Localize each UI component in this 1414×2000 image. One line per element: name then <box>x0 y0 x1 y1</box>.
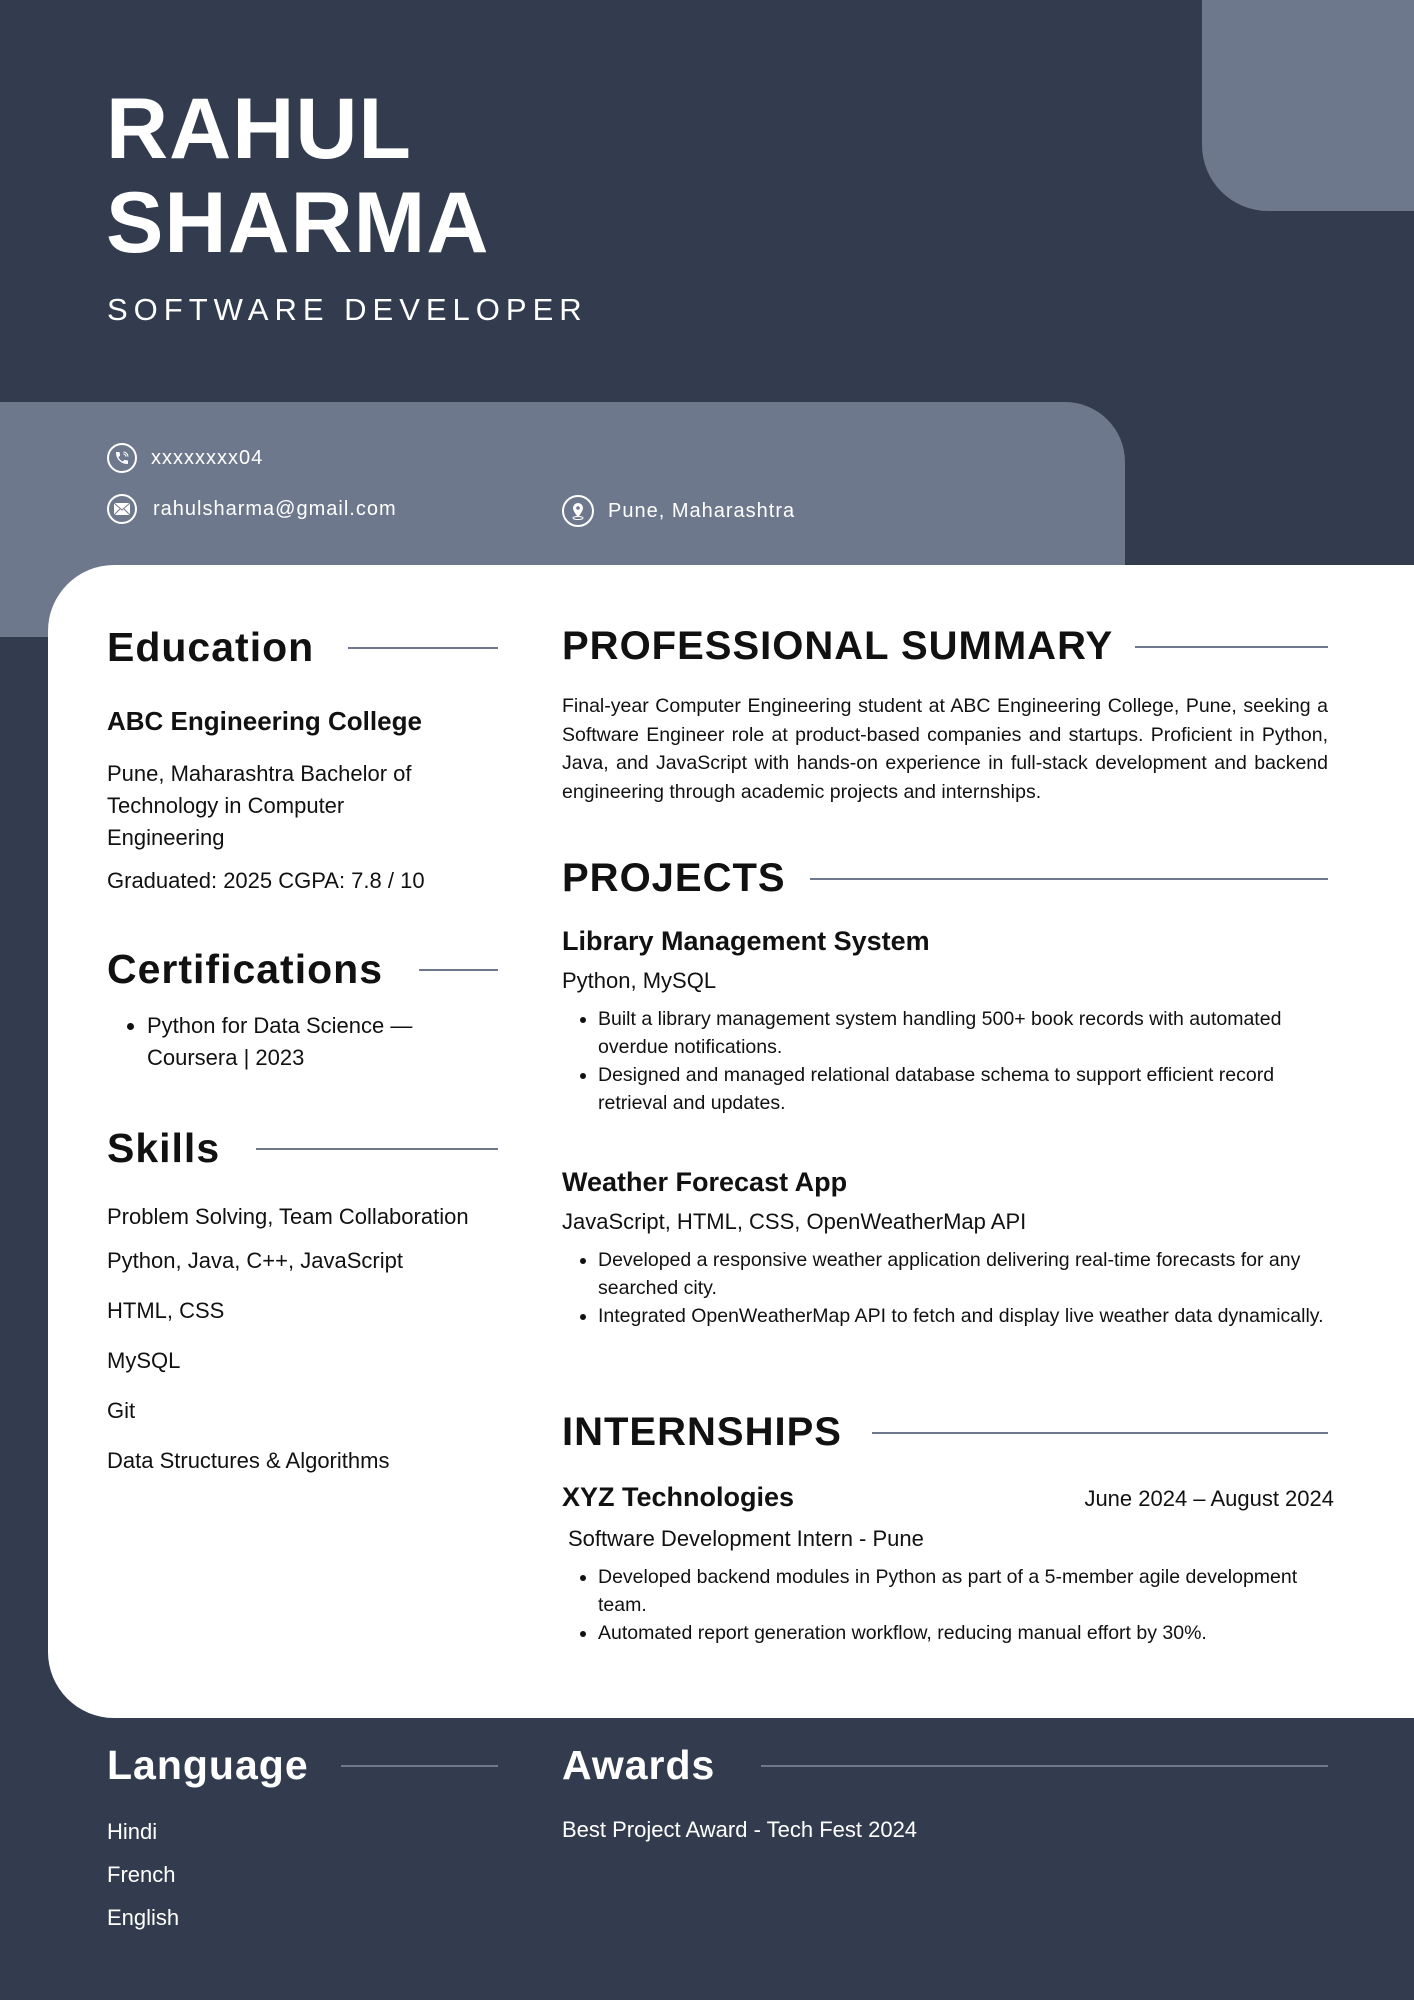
projects-heading: PROJECTS <box>562 856 786 900</box>
project-title: Weather Forecast App <box>562 1167 848 1197</box>
skill-item: Python, Java, C++, JavaScript <box>107 1248 403 1273</box>
skill-item: MySQL <box>107 1348 181 1373</box>
summary-heading: PROFESSIONAL SUMMARY <box>562 624 1114 668</box>
language-item: Hindi <box>107 1819 158 1844</box>
candidate-name <box>106 82 489 270</box>
phone-icon <box>107 443 137 473</box>
internships-heading: INTERNSHIPS <box>562 1410 842 1454</box>
project-tech: Python, MySQL <box>562 968 717 993</box>
language-item: French <box>107 1862 176 1887</box>
project-bullet: • Built a library management system handling 500+ book records with automated overdue notifications. <box>598 1005 1328 1061</box>
phone-number: xxxxxxxx04 <box>151 446 264 469</box>
project-bullet: • Developed a responsive weather application delivering real-time forecasts for any searched city. <box>598 1246 1328 1302</box>
graduation-info: Graduated: 2025 CGPA: 7.8 / 10 <box>107 868 425 893</box>
section-divider <box>761 1765 1328 1767</box>
skill-item: Data Structures & Algorithms <box>107 1448 390 1473</box>
location-text: Pune, Maharashtra <box>608 499 796 522</box>
summary-section-header <box>562 624 1328 669</box>
education-section-header <box>107 624 498 671</box>
section-divider <box>810 878 1328 880</box>
project-bullet: • Integrated OpenWeatherMap API to fetch and display live weather data dynamically. <box>598 1302 1328 1330</box>
internships-section-header <box>562 1410 1328 1455</box>
project-bullet: • Designed and managed relational database schema to support efficient record retrieval and updates. <box>598 1061 1328 1117</box>
internship-dates: June 2024 – August 2024 <box>1084 1486 1334 1511</box>
education-heading: Education <box>107 624 315 670</box>
certifications-section-header <box>107 946 498 993</box>
job-title: SOFTWARE DEVELOPER <box>107 292 588 327</box>
award-item: Best Project Award - Tech Fest 2024 <box>562 1817 918 1842</box>
contact-email <box>107 494 397 524</box>
project-tech: JavaScript, HTML, CSS, OpenWeatherMap API <box>562 1209 1027 1234</box>
section-divider <box>348 647 498 649</box>
section-divider <box>256 1148 498 1150</box>
project-entry <box>562 1167 1328 1330</box>
certifications-list <box>107 1010 487 1074</box>
last-name: SHARMA <box>106 175 490 271</box>
skill-item: HTML, CSS <box>107 1298 225 1323</box>
section-divider <box>419 969 498 971</box>
section-divider <box>872 1432 1328 1434</box>
project-title: Library Management System <box>562 926 930 956</box>
awards-section-header <box>562 1742 1328 1789</box>
internship-bullet: • Developed backend modules in Python as part of a 5-member agile development team. <box>598 1563 1334 1619</box>
company-name: XYZ Technologies <box>562 1482 795 1512</box>
internship-bullets <box>562 1563 1334 1647</box>
language-item: English <box>107 1905 180 1930</box>
projects-section-header <box>562 856 1328 901</box>
language-section-header <box>107 1742 498 1789</box>
awards-heading: Awards <box>562 1742 716 1788</box>
email-icon <box>107 494 137 524</box>
internship-bullet: • Automated report generation workflow, reducing manual effort by 30%. <box>598 1619 1334 1647</box>
section-divider <box>341 1765 498 1767</box>
section-divider <box>1135 646 1328 648</box>
skill-item: Problem Solving, Team Collaboration <box>107 1204 469 1229</box>
skill-item: Git <box>107 1398 136 1423</box>
skills-section-header <box>107 1125 498 1172</box>
project-bullets <box>562 1005 1328 1117</box>
language-heading: Language <box>107 1742 309 1788</box>
decorative-corner-block <box>1202 0 1414 211</box>
certifications-heading: Certifications <box>107 946 383 992</box>
contact-phone <box>107 443 263 473</box>
project-bullets <box>562 1246 1328 1330</box>
skills-heading: Skills <box>107 1125 221 1171</box>
email-address[interactable]: rahulsharma@gmail.com <box>153 497 397 520</box>
first-name: RAHUL <box>106 81 412 177</box>
contact-location <box>562 495 795 527</box>
summary-text: Final-year Computer Engineering student at ABC Engineering College, Pune, seeking a Software Engineer role at product-based companies and startups. Proficient in Python, Java, and JavaScript with hands-on experience in full-stack development and backend engineering through academic projects and internships. <box>562 695 1328 803</box>
location-pin-icon <box>562 495 594 527</box>
school-name: ABC Engineering College <box>107 706 422 736</box>
degree-details: Pune, Maharashtra Bachelor of Technology in Computer Engineering <box>107 761 412 850</box>
internship-entry <box>562 1482 1334 1647</box>
project-entry <box>562 926 1328 1117</box>
certification-item: • Python for Data Science — Coursera | 2023 <box>147 1010 487 1074</box>
internship-role: Software Development Intern - Pune <box>568 1526 924 1551</box>
